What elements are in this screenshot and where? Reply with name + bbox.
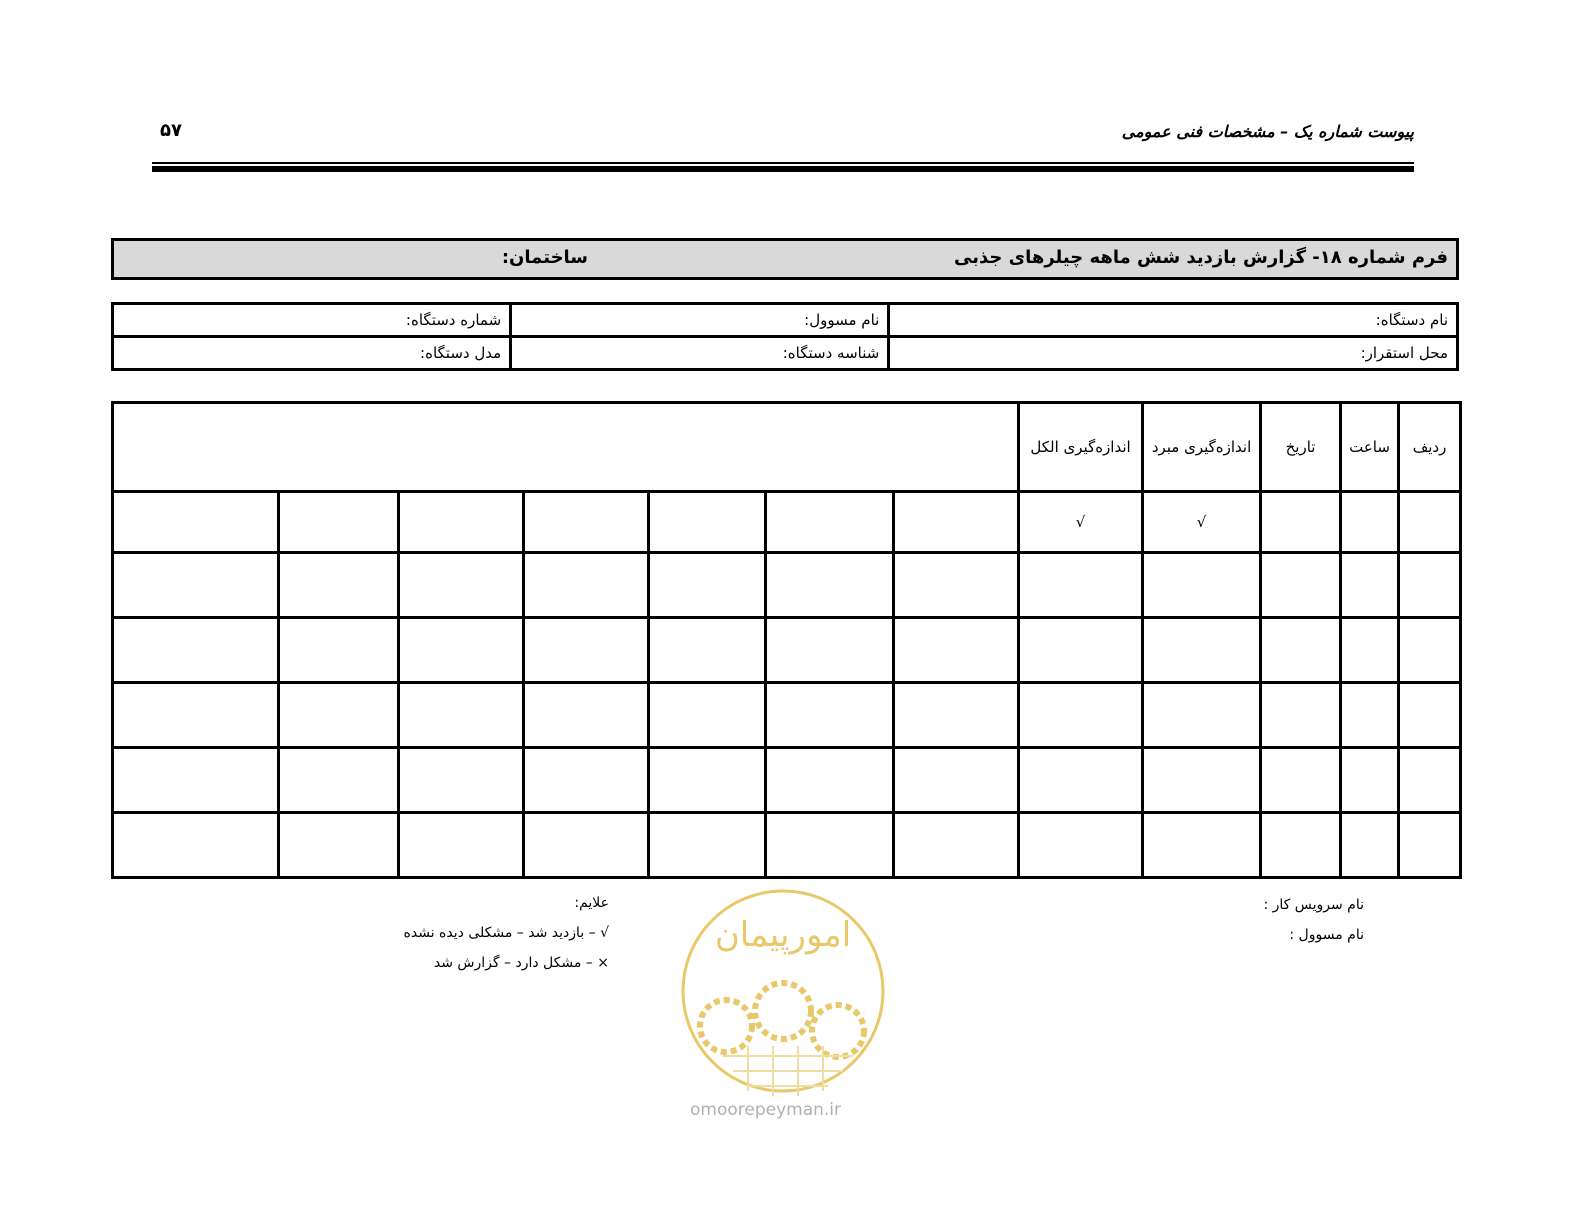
table-cell[interactable] bbox=[524, 553, 649, 618]
form-title-box bbox=[111, 238, 1459, 280]
table-cell[interactable] bbox=[399, 618, 524, 683]
table-cell[interactable] bbox=[1261, 553, 1341, 618]
table-cell[interactable] bbox=[894, 748, 1019, 813]
check-mark: √ bbox=[1143, 492, 1261, 553]
header-time: ساعت bbox=[1341, 403, 1399, 492]
legend-block bbox=[404, 888, 609, 978]
table-cell[interactable] bbox=[766, 492, 894, 553]
table-cell[interactable] bbox=[894, 553, 1019, 618]
device-name-field[interactable]: نام دستگاه: bbox=[889, 304, 1458, 337]
table-cell[interactable] bbox=[649, 813, 766, 878]
table-cell[interactable] bbox=[113, 492, 279, 553]
legend-title: علایم: bbox=[574, 895, 609, 911]
table-cell[interactable] bbox=[279, 553, 399, 618]
watermark-logo bbox=[678, 886, 888, 1136]
inspection-table bbox=[111, 401, 1462, 879]
table-cell[interactable] bbox=[1341, 748, 1399, 813]
watermark-url: omoorepeyman.ir bbox=[690, 1100, 842, 1120]
table-cell[interactable] bbox=[1261, 748, 1341, 813]
table-row bbox=[113, 683, 1461, 748]
header-alcohol-measurement: اندازه‌گیری الکل bbox=[1019, 403, 1143, 492]
building-label: ساختمان: bbox=[501, 247, 588, 268]
table-cell[interactable] bbox=[766, 553, 894, 618]
table-cell[interactable] bbox=[1261, 813, 1341, 878]
legend-cross: × – مشکل دارد – گزارش شد bbox=[433, 955, 609, 971]
table-cell[interactable] bbox=[279, 492, 399, 553]
table-cell[interactable] bbox=[113, 618, 279, 683]
table-cell[interactable] bbox=[1399, 683, 1461, 748]
table-cell[interactable] bbox=[1399, 618, 1461, 683]
table-cell[interactable] bbox=[1143, 553, 1261, 618]
appendix-title: پیوست شماره یک – مشخصات فنی عمومی bbox=[1121, 122, 1414, 141]
header-blank bbox=[113, 403, 1019, 492]
table-cell[interactable] bbox=[399, 813, 524, 878]
table-cell[interactable] bbox=[1399, 813, 1461, 878]
table-cell[interactable] bbox=[1341, 553, 1399, 618]
svg-text:امورپیمان: امورپیمان bbox=[714, 915, 852, 955]
table-row bbox=[113, 813, 1461, 878]
table-cell[interactable] bbox=[399, 748, 524, 813]
table-row bbox=[113, 553, 1461, 618]
header-refrigerant-measurement: اندازه‌گیری مبرد bbox=[1143, 403, 1261, 492]
table-cell[interactable] bbox=[1019, 553, 1143, 618]
table-cell[interactable] bbox=[1019, 618, 1143, 683]
signature-block bbox=[1263, 890, 1364, 950]
header-date: تاریخ bbox=[1261, 403, 1341, 492]
table-cell[interactable] bbox=[279, 748, 399, 813]
table-cell[interactable] bbox=[1341, 492, 1399, 553]
table-cell[interactable] bbox=[113, 683, 279, 748]
table-row bbox=[113, 618, 1461, 683]
table-cell[interactable] bbox=[524, 748, 649, 813]
table-cell[interactable] bbox=[1143, 748, 1261, 813]
table-cell[interactable] bbox=[1341, 813, 1399, 878]
table-row bbox=[113, 748, 1461, 813]
table-cell[interactable] bbox=[1341, 683, 1399, 748]
device-info-table bbox=[111, 302, 1459, 371]
table-cell[interactable] bbox=[524, 813, 649, 878]
table-cell[interactable] bbox=[649, 618, 766, 683]
header-rule-thick bbox=[152, 166, 1414, 172]
table-cell[interactable] bbox=[1261, 618, 1341, 683]
table-cell[interactable] bbox=[1019, 748, 1143, 813]
table-cell[interactable] bbox=[894, 683, 1019, 748]
table-cell[interactable] bbox=[894, 813, 1019, 878]
table-cell[interactable] bbox=[524, 618, 649, 683]
legend-check: √ – بازدید شد – مشکلی دیده نشده bbox=[403, 925, 609, 941]
table-cell[interactable] bbox=[279, 813, 399, 878]
table-cell[interactable] bbox=[1019, 813, 1143, 878]
table-cell[interactable] bbox=[524, 683, 649, 748]
table-cell[interactable] bbox=[113, 813, 279, 878]
table-cell[interactable] bbox=[649, 683, 766, 748]
table-row bbox=[113, 492, 1461, 553]
table-cell[interactable] bbox=[649, 553, 766, 618]
device-model-field[interactable]: مدل دستگاه: bbox=[113, 337, 511, 370]
device-number-field[interactable]: شماره دستگاه: bbox=[113, 304, 511, 337]
table-cell[interactable] bbox=[894, 618, 1019, 683]
check-mark: √ bbox=[1019, 492, 1143, 553]
table-cell[interactable] bbox=[113, 748, 279, 813]
table-cell[interactable] bbox=[1399, 492, 1461, 553]
table-cell[interactable] bbox=[1341, 618, 1399, 683]
table-cell[interactable] bbox=[1019, 683, 1143, 748]
table-cell[interactable] bbox=[766, 618, 894, 683]
table-cell[interactable] bbox=[279, 683, 399, 748]
table-cell[interactable] bbox=[1143, 813, 1261, 878]
table-cell[interactable] bbox=[524, 492, 649, 553]
table-cell[interactable] bbox=[1261, 492, 1341, 553]
table-cell[interactable] bbox=[399, 683, 524, 748]
table-cell[interactable] bbox=[1261, 683, 1341, 748]
table-cell[interactable] bbox=[1143, 683, 1261, 748]
table-cell[interactable] bbox=[1143, 618, 1261, 683]
table-cell[interactable] bbox=[766, 683, 894, 748]
table-cell[interactable] bbox=[399, 492, 524, 553]
location-field[interactable]: محل استقرار: bbox=[889, 337, 1458, 370]
table-cell[interactable] bbox=[1399, 748, 1461, 813]
table-cell[interactable] bbox=[1399, 553, 1461, 618]
table-cell[interactable] bbox=[649, 492, 766, 553]
table-cell[interactable] bbox=[766, 748, 894, 813]
table-cell[interactable] bbox=[649, 748, 766, 813]
service-name-label: نام سرویس کار : bbox=[1263, 897, 1364, 913]
table-cell[interactable] bbox=[279, 618, 399, 683]
page-number: ۵۷ bbox=[160, 120, 182, 141]
header-rule-thin bbox=[152, 162, 1414, 164]
header-row-number: ردیف bbox=[1399, 403, 1461, 492]
table-cell[interactable] bbox=[113, 553, 279, 618]
responsible-label: نام مسوول : bbox=[1289, 927, 1364, 943]
responsible-name-field[interactable]: نام مسوول: bbox=[511, 304, 889, 337]
form-title: فرم شماره ۱۸- گزارش بازدید شش ماهه چیلرهای جذبی bbox=[954, 247, 1448, 268]
table-cell[interactable] bbox=[894, 492, 1019, 553]
table-cell[interactable] bbox=[766, 813, 894, 878]
table-cell[interactable] bbox=[399, 553, 524, 618]
device-id-field[interactable]: شناسه دستگاه: bbox=[511, 337, 889, 370]
